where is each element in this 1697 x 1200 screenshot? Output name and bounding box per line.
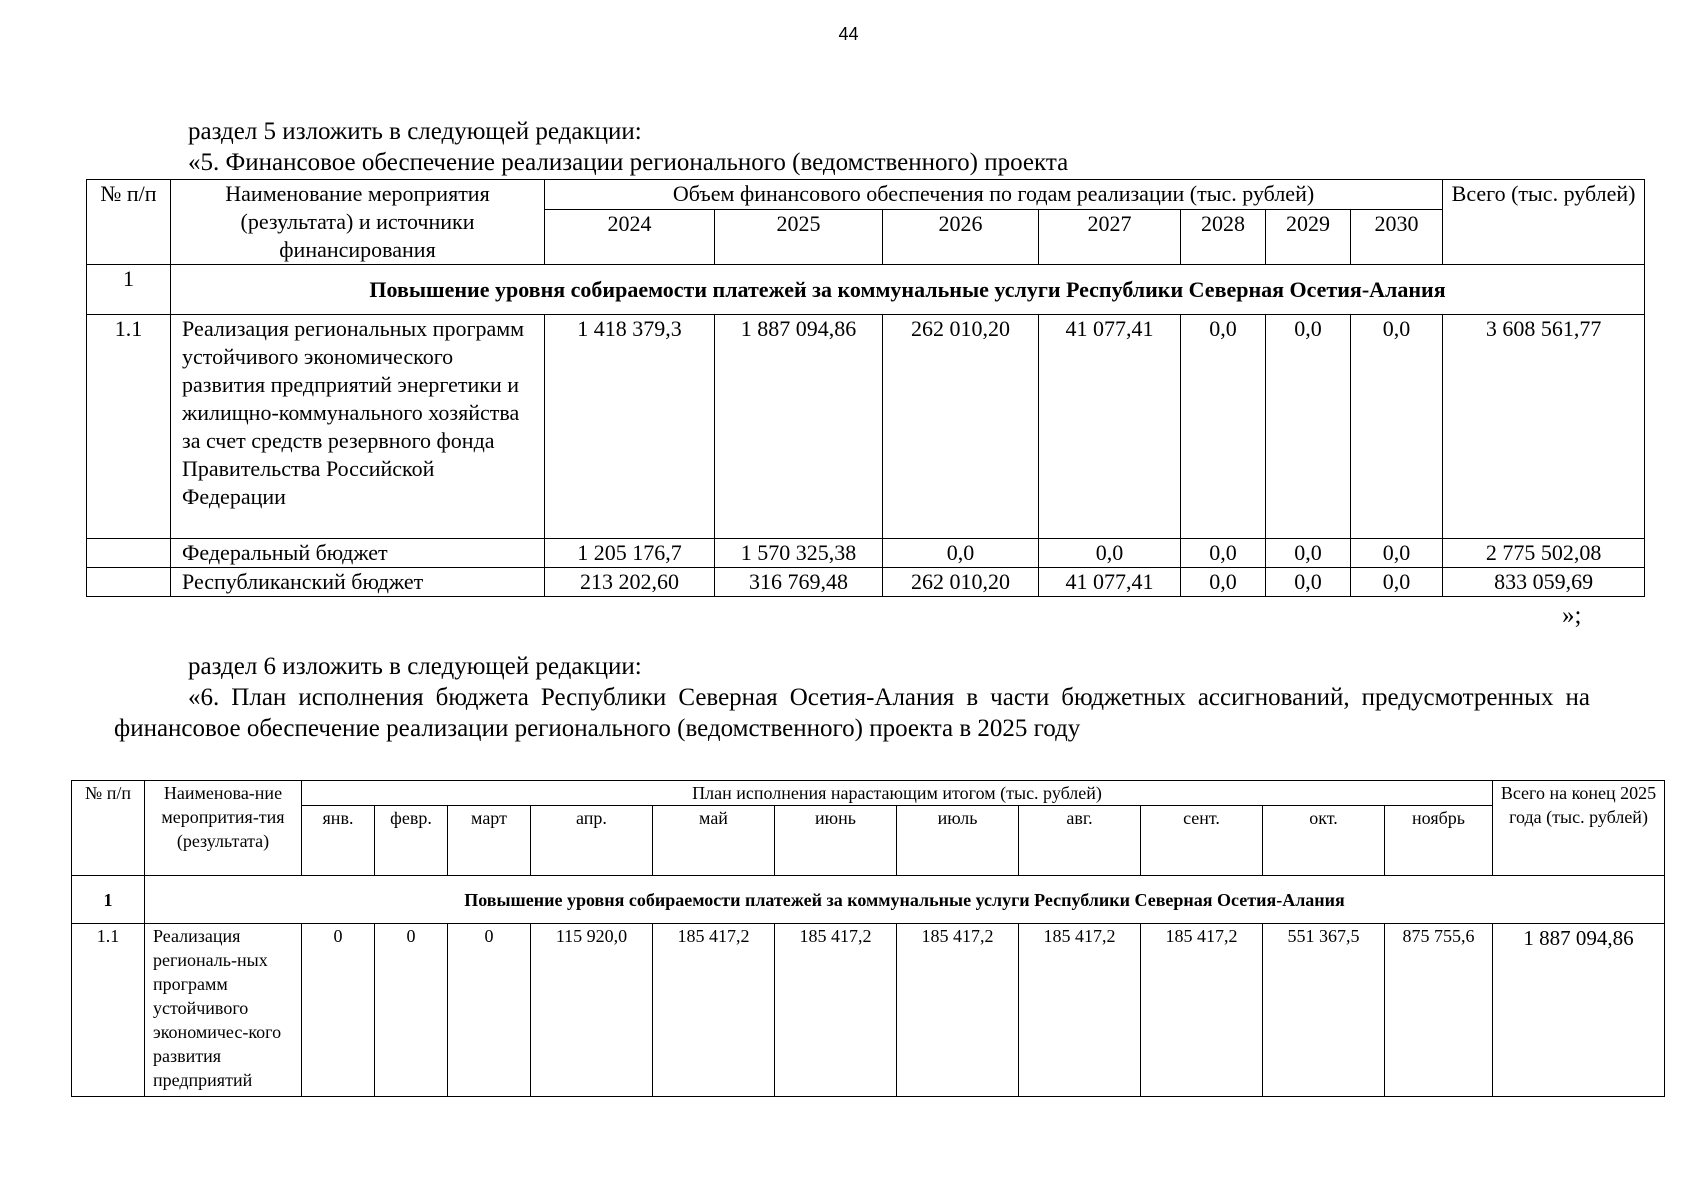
row-value: 0,0 <box>1266 539 1351 568</box>
row-value: 185 417,2 <box>775 924 897 1097</box>
row-value: 41 077,41 <box>1039 315 1181 539</box>
header-month: март <box>448 806 531 876</box>
row-value: 0,0 <box>883 539 1039 568</box>
row-num: 1.1 <box>72 924 145 1097</box>
row-value: 0 <box>375 924 448 1097</box>
section6-intro: раздел 6 изложить в следующей редакции: <box>188 653 642 680</box>
header-month: ноябрь <box>1385 806 1493 876</box>
row-value: 551 367,5 <box>1263 924 1385 1097</box>
section-num: 1 <box>72 876 145 924</box>
row-value: 0,0 <box>1266 568 1351 597</box>
header-plan: План исполнения нарастающим итогом (тыс. рублей) <box>302 781 1493 806</box>
row-value: 185 417,2 <box>653 924 775 1097</box>
row-total: 2 775 502,08 <box>1443 539 1645 568</box>
header-name: Наименование мероприятия (результата) и источники финансирования <box>171 180 545 265</box>
row-value: 0,0 <box>1266 315 1351 539</box>
row-value: 316 769,48 <box>715 568 883 597</box>
section-title: Повышение уровня собираемости платежей за коммунальные услуги Республики Северная Осетия-Алания <box>145 876 1665 924</box>
header-month: окт. <box>1263 806 1385 876</box>
row-value: 262 010,20 <box>883 568 1039 597</box>
row-num <box>87 539 171 568</box>
row-name: Республиканский бюджет <box>171 568 545 597</box>
header-year: 2026 <box>883 209 1039 264</box>
table-row <box>87 539 1645 568</box>
header-year: 2024 <box>545 209 715 264</box>
row-value: 0,0 <box>1039 539 1181 568</box>
row-name: Реализация региональ-ных программ устойчивого экономичес-кого развития предприятий <box>145 924 302 1097</box>
row-value: 185 417,2 <box>1019 924 1141 1097</box>
row-value: 41 077,41 <box>1039 568 1181 597</box>
row-value: 115 920,0 <box>531 924 653 1097</box>
header-month: янв. <box>302 806 375 876</box>
table-row <box>72 924 1665 1097</box>
row-value: 185 417,2 <box>897 924 1019 1097</box>
row-value: 262 010,20 <box>883 315 1039 539</box>
section5-title: «5. Финансовое обеспечение реализации регионального (ведомственного) проекта <box>188 149 1069 176</box>
row-name: Федеральный бюджет <box>171 539 545 568</box>
header-year: 2028 <box>1181 209 1266 264</box>
section-num: 1 <box>87 265 171 315</box>
header-month: апр. <box>531 806 653 876</box>
row-name: Реализация региональных программ устойчивого экономического развития предприятий энергетики и жилищно-коммунального хозяйства за счет средств резервного фонда Правительства Российской Федерации <box>171 315 545 539</box>
page-number: 44 <box>838 24 859 44</box>
header-year: 2030 <box>1351 209 1443 264</box>
header-month: июль <box>897 806 1019 876</box>
row-value: 185 417,2 <box>1141 924 1263 1097</box>
header-name: Наименова-ние меропрития-тия (результата) <box>145 781 302 876</box>
header-month: май <box>653 806 775 876</box>
section5-intro: раздел 5 изложить в следующей редакции: <box>188 118 642 145</box>
section5-finance-table <box>86 179 1645 597</box>
row-value: 1 570 325,38 <box>715 539 883 568</box>
header-num: № п/п <box>87 180 171 265</box>
header-volume: Объем финансового обеспечения по годам реализации (тыс. рублей) <box>545 180 1443 210</box>
row-total: 3 608 561,77 <box>1443 315 1645 539</box>
row-value: 213 202,60 <box>545 568 715 597</box>
section5-closing-quote: »; <box>1562 602 1582 629</box>
row-value: 1 205 176,7 <box>545 539 715 568</box>
row-total: 833 059,69 <box>1443 568 1645 597</box>
row-value: 1 418 379,3 <box>545 315 715 539</box>
row-num <box>87 568 171 597</box>
row-value: 0,0 <box>1351 568 1443 597</box>
row-value: 0 <box>302 924 375 1097</box>
header-year: 2027 <box>1039 209 1181 264</box>
row-value: 1 887 094,86 <box>715 315 883 539</box>
row-num: 1.1 <box>87 315 171 539</box>
header-year: 2029 <box>1266 209 1351 264</box>
header-month: сент. <box>1141 806 1263 876</box>
header-month: февр. <box>375 806 448 876</box>
row-value: 0,0 <box>1181 315 1266 539</box>
header-month: авг. <box>1019 806 1141 876</box>
row-value: 0,0 <box>1351 315 1443 539</box>
header-num: № п/п <box>72 781 145 876</box>
section6-title: «6. План исполнения бюджета Республики Северная Осетия-Алания в части бюджетных ассигнований, предусмотренных на финансовое обеспечение реализации регионального (ведомственного) проекта в 2025 году <box>114 684 1590 742</box>
header-total: Всего (тыс. рублей) <box>1443 180 1645 265</box>
table-row <box>87 315 1645 539</box>
row-value: 0,0 <box>1351 539 1443 568</box>
row-total: 1 887 094,86 <box>1493 924 1665 1097</box>
header-year: 2025 <box>715 209 883 264</box>
section6-plan-table <box>71 780 1665 1097</box>
header-month: июнь <box>775 806 897 876</box>
row-value: 0,0 <box>1181 568 1266 597</box>
row-value: 0,0 <box>1181 539 1266 568</box>
section-title: Повышение уровня собираемости платежей за коммунальные услуги Республики Северная Осетия-Алания <box>171 265 1645 315</box>
header-total: Всего на конец 2025 года (тыс. рублей) <box>1493 781 1665 876</box>
row-value: 875 755,6 <box>1385 924 1493 1097</box>
table-row <box>87 568 1645 597</box>
row-value: 0 <box>448 924 531 1097</box>
